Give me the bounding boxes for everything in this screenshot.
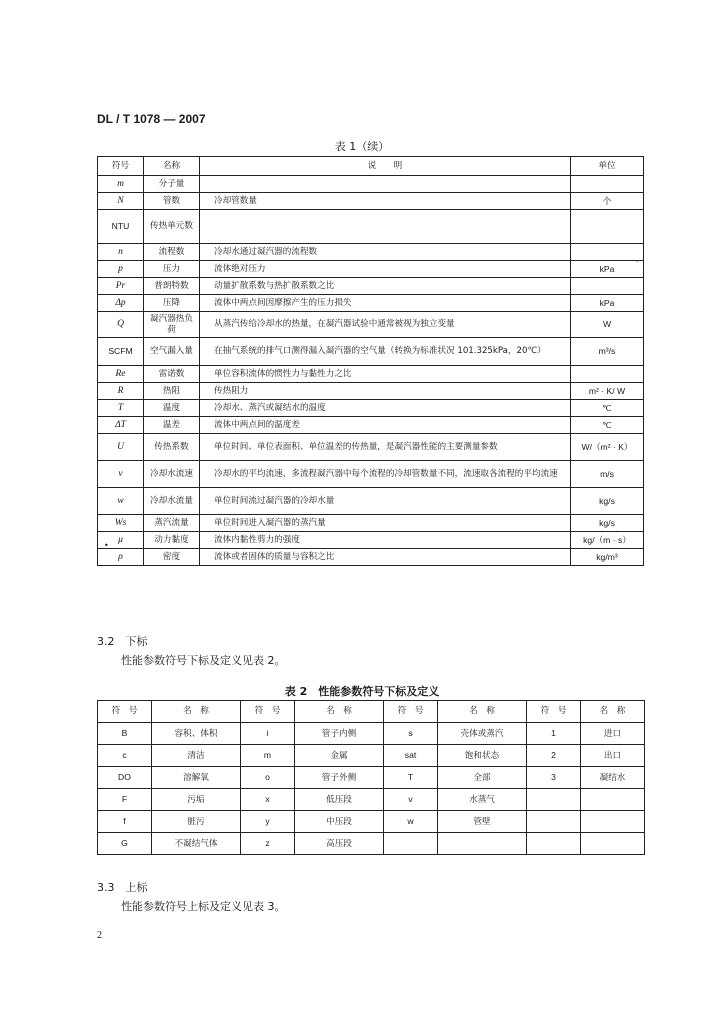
row-name: 传热系数	[144, 434, 200, 461]
row-description: 冷却水通过凝汽器的流程数	[200, 244, 571, 261]
row-description	[200, 176, 571, 193]
table-row	[98, 383, 644, 400]
stray-mark: ·	[636, 258, 639, 266]
row-description	[200, 210, 571, 244]
subscript-name: 污垢	[152, 789, 241, 811]
table-row	[98, 244, 644, 261]
subscript-name: 管子内侧	[295, 723, 384, 745]
subscript-name: 金属	[295, 745, 384, 767]
subscript-name: 管壁	[438, 811, 527, 833]
symbols-table	[97, 156, 644, 566]
row-unit: 个	[571, 193, 644, 210]
row-unit	[571, 244, 644, 261]
row-symbol: SCFM	[98, 338, 144, 366]
subscript-symbol	[527, 789, 581, 811]
row-symbol: n	[98, 244, 144, 261]
table1-caption: 表 1（续）	[334, 140, 390, 153]
table-row	[98, 434, 644, 461]
row-name: 普朗特数	[144, 278, 200, 295]
subscript-name: 饱和状态	[438, 745, 527, 767]
row-name: 热阻	[144, 383, 200, 400]
row-symbol: v	[98, 461, 144, 488]
subscript-symbol: x	[241, 789, 295, 811]
subscript-name: 中压段	[295, 811, 384, 833]
row-name: 压降	[144, 295, 200, 312]
subscript-symbol	[527, 811, 581, 833]
row-name: 冷却水流量	[144, 488, 200, 515]
section-3-3-text: 性能参数符号上标及定义见表 3。	[121, 900, 286, 913]
row-unit	[571, 278, 644, 295]
row-unit: kPa	[571, 295, 644, 312]
subscripts-table	[97, 700, 645, 855]
row-name: 温度	[144, 400, 200, 417]
subscript-symbol: m	[241, 745, 295, 767]
subscript-name: 高压段	[295, 833, 384, 855]
subscript-symbol: c	[98, 745, 152, 767]
row-symbol: w	[98, 488, 144, 515]
table2-header-row	[98, 701, 645, 723]
row-description: 冷却水、蒸汽或凝结水的温度	[200, 400, 571, 417]
table-row	[98, 723, 645, 745]
row-name: 密度	[144, 549, 200, 566]
subscript-symbol: sat	[384, 745, 438, 767]
table-row	[98, 295, 644, 312]
row-symbol: Q	[98, 312, 144, 338]
row-name: 空气漏入量	[144, 338, 200, 366]
subscript-symbol: s	[384, 723, 438, 745]
table-row	[98, 176, 644, 193]
row-name: 冷却水流速	[144, 461, 200, 488]
col-header-symbol: 符 号	[241, 701, 295, 723]
table-row	[98, 767, 645, 789]
row-description: 流体中两点间因摩擦产生的压力损失	[200, 295, 571, 312]
row-unit	[571, 210, 644, 244]
bullet-mark: •	[104, 541, 109, 550]
subscript-symbol: v	[384, 789, 438, 811]
subscript-name: 容积、体积	[152, 723, 241, 745]
subscript-name: 出口	[581, 745, 645, 767]
row-symbol: Pr	[98, 278, 144, 295]
table2-caption: 表 2 性能参数符号下标及定义	[284, 685, 440, 698]
row-description: 单位时间进入凝汽器的蒸汽量	[200, 515, 571, 532]
row-description: 流体绝对压力	[200, 261, 571, 278]
table-row	[98, 210, 644, 244]
subscript-name: 进口	[581, 723, 645, 745]
subscript-symbol: o	[241, 767, 295, 789]
table-row	[98, 515, 644, 532]
row-unit: kg/s	[571, 488, 644, 515]
row-symbol: Ws	[98, 515, 144, 532]
subscript-name	[581, 833, 645, 855]
col-header-symbol: 符 号	[384, 701, 438, 723]
row-symbol: Δp	[98, 295, 144, 312]
table-row	[98, 789, 645, 811]
table-row	[98, 833, 645, 855]
subscript-symbol: 3	[527, 767, 581, 789]
row-unit: W/（m² · K）	[571, 434, 644, 461]
row-name: 压力	[144, 261, 200, 278]
subscript-name: 脏污	[152, 811, 241, 833]
row-unit	[571, 366, 644, 383]
subscript-name: 不凝结气体	[152, 833, 241, 855]
subscript-name: 壳体或蒸汽	[438, 723, 527, 745]
row-description: 冷却管数量	[200, 193, 571, 210]
subscript-symbol: w	[384, 811, 438, 833]
subscript-name: 溶解氧	[152, 767, 241, 789]
col-header-name: 名 称	[295, 701, 384, 723]
row-symbol: ρ	[98, 549, 144, 566]
row-name: 传热单元数	[144, 210, 200, 244]
row-description: 流体内黏性剪力的强度	[200, 532, 571, 549]
row-name: 分子量	[144, 176, 200, 193]
table-row	[98, 400, 644, 417]
subscript-symbol	[384, 833, 438, 855]
row-unit: ℃	[571, 417, 644, 434]
col-header-unit: 单位	[571, 157, 644, 176]
row-symbol: m	[98, 176, 144, 193]
table-row	[98, 461, 644, 488]
row-symbol: T	[98, 400, 144, 417]
row-description: 单位时间流过凝汽器的冷却水量	[200, 488, 571, 515]
section-3-2-heading: 3.2 下标	[97, 635, 148, 648]
subscript-name	[438, 833, 527, 855]
row-unit: kg/（m · s）	[571, 532, 644, 549]
row-unit: m/s	[571, 461, 644, 488]
subscript-symbol: DO	[98, 767, 152, 789]
col-header-symbol: 符 号	[98, 701, 152, 723]
row-name: 管数	[144, 193, 200, 210]
row-name: 温差	[144, 417, 200, 434]
col-header-symbol: 符号	[98, 157, 144, 176]
row-symbol: U	[98, 434, 144, 461]
col-header-name: 名 称	[152, 701, 241, 723]
table-row	[98, 488, 644, 515]
row-unit: kPa	[571, 261, 644, 278]
row-symbol: p	[98, 261, 144, 278]
subscript-symbol: z	[241, 833, 295, 855]
subscript-name: 水蒸气	[438, 789, 527, 811]
section-3-2-text: 性能参数符号下标及定义见表 2。	[121, 654, 286, 667]
row-unit: kg/s	[571, 515, 644, 532]
row-symbol: N	[98, 193, 144, 210]
row-symbol: R	[98, 383, 144, 400]
table-row	[98, 811, 645, 833]
row-unit: m² · K/ W	[571, 383, 644, 400]
row-name: 雷诺数	[144, 366, 200, 383]
row-unit: kg/m³	[571, 549, 644, 566]
table-row	[98, 549, 644, 566]
row-unit: W	[571, 312, 644, 338]
table-row	[98, 532, 644, 549]
col-header-symbol: 符 号	[527, 701, 581, 723]
table-row	[98, 417, 644, 434]
row-symbol: NTU	[98, 210, 144, 244]
row-description: 传热阻力	[200, 383, 571, 400]
subscript-name: 清洁	[152, 745, 241, 767]
subscript-symbol: i	[241, 723, 295, 745]
row-name: 流程数	[144, 244, 200, 261]
row-symbol: μ	[98, 532, 144, 549]
row-description: 在抽气系统的排气口测得漏入凝汽器的空气量（转换为标准状况 101.325kPa，20℃）	[200, 338, 571, 366]
subscript-symbol: y	[241, 811, 295, 833]
row-name: 蒸汽流量	[144, 515, 200, 532]
section-3-3-heading: 3.3 上标	[97, 881, 148, 894]
subscript-symbol: f	[98, 811, 152, 833]
page-number: 2	[97, 930, 102, 941]
table-row	[98, 366, 644, 383]
subscript-symbol: 2	[527, 745, 581, 767]
row-unit	[571, 176, 644, 193]
row-description: 单位时间、单位表面积、单位温差的传热量，是凝汽器性能的主要测量参数	[200, 434, 571, 461]
subscript-name: 低压段	[295, 789, 384, 811]
row-description: 从蒸汽传给冷却水的热量，在凝汽器试验中通常被视为独立变量	[200, 312, 571, 338]
row-description: 单位容积流体的惯性力与黏性力之比	[200, 366, 571, 383]
row-description: 冷却水的平均流速，多流程凝汽器中每个流程的冷却管数量不同，流速取各流程的平均流速	[200, 461, 571, 488]
subscript-symbol: G	[98, 833, 152, 855]
row-description: 流体中两点间的温度差	[200, 417, 571, 434]
subscript-symbol: B	[98, 723, 152, 745]
document-code: DL / T 1078 — 2007	[97, 112, 206, 126]
table-row	[98, 278, 644, 295]
col-header-name: 名称	[144, 157, 200, 176]
table-row	[98, 193, 644, 210]
table-row	[98, 745, 645, 767]
subscript-name: 全部	[438, 767, 527, 789]
subscript-name: 凝结水	[581, 767, 645, 789]
row-name: 凝汽器热负荷	[144, 312, 200, 338]
row-symbol: Re	[98, 366, 144, 383]
row-symbol: ΔT	[98, 417, 144, 434]
col-header-desc: 说 明	[200, 157, 571, 176]
subscript-name: 管子外侧	[295, 767, 384, 789]
row-unit: m³/s	[571, 338, 644, 366]
subscript-symbol: T	[384, 767, 438, 789]
table-row	[98, 261, 644, 278]
subscript-symbol	[527, 833, 581, 855]
row-description: 动量扩散系数与热扩散系数之比	[200, 278, 571, 295]
col-header-name: 名 称	[438, 701, 527, 723]
col-header-name: 名 称	[581, 701, 645, 723]
subscript-name	[581, 789, 645, 811]
row-name: 动力黏度	[144, 532, 200, 549]
table-row	[98, 338, 644, 366]
table1-header-row	[98, 157, 644, 176]
subscript-name	[581, 811, 645, 833]
table-row	[98, 312, 644, 338]
row-unit: ℃	[571, 400, 644, 417]
row-description: 流体或者固体的质量与容积之比	[200, 549, 571, 566]
subscript-symbol: 1	[527, 723, 581, 745]
subscript-symbol: F	[98, 789, 152, 811]
